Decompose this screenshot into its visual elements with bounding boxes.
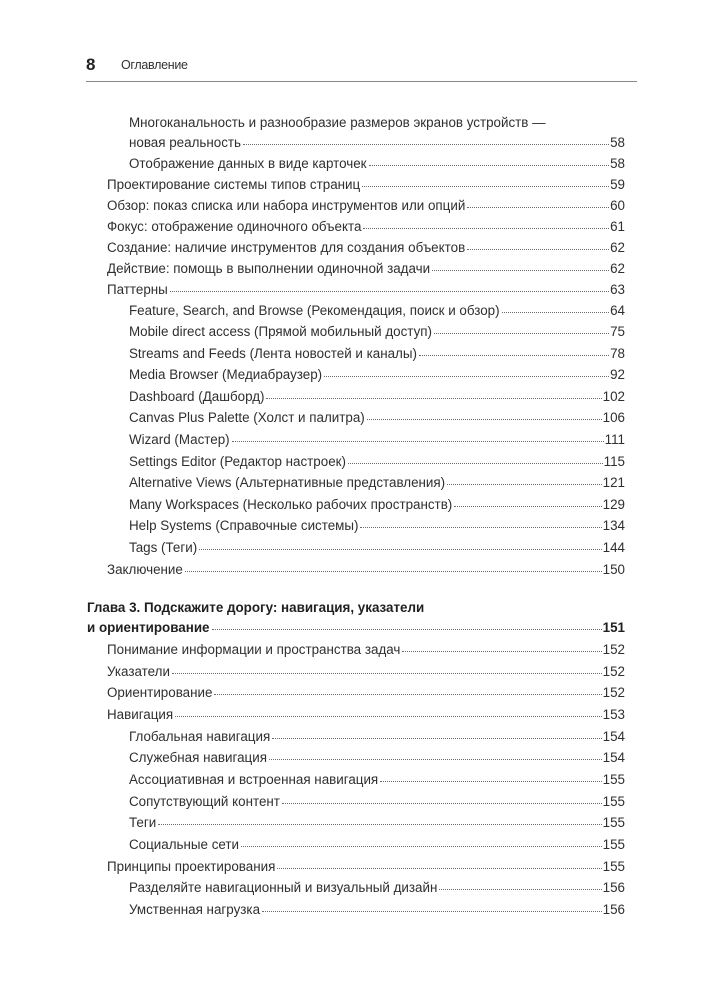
chapter-heading-line1: Глава 3. Подскажите дорогу: навигация, указатели — [87, 600, 425, 615]
toc-entry[interactable] — [129, 387, 625, 407]
dot-leader — [348, 452, 603, 466]
toc-entry-label: Alternative Views (Альтернативные представления) — [129, 475, 446, 490]
toc-entry-page: 154 — [602, 729, 625, 744]
toc-entry[interactable] — [129, 813, 625, 833]
toc-entry-label: Streams and Feeds (Лента новостей и каналы) — [129, 346, 417, 361]
toc-entry[interactable] — [129, 452, 625, 472]
toc-entry-label: Settings Editor (Редактор настроек) — [129, 454, 346, 469]
toc-entry[interactable] — [129, 365, 625, 385]
dot-leader — [419, 344, 609, 358]
toc-entry-label: Служебная навигация — [129, 750, 267, 765]
toc-entry[interactable] — [129, 473, 625, 493]
dot-leader — [185, 560, 602, 574]
toc-entry-page: 75 — [610, 324, 625, 339]
dot-leader — [369, 154, 610, 168]
toc-entry-page: 64 — [610, 303, 625, 318]
toc-entry-page: 150 — [602, 562, 625, 577]
dot-leader — [467, 196, 609, 210]
toc-entry-page: 102 — [602, 389, 625, 404]
dot-leader — [467, 238, 609, 252]
toc-entry-label: Обзор: показ списка или набора инструментов или опций — [107, 198, 466, 213]
toc-entry-label: Проектирование системы типов страниц — [107, 177, 361, 192]
toc-entry-page: 151 — [602, 620, 625, 635]
toc-entry[interactable] — [129, 133, 625, 153]
toc-entry-label: новая реальность — [129, 135, 242, 150]
dot-leader — [269, 748, 602, 762]
toc-entry-page: 155 — [602, 815, 625, 830]
dot-leader — [243, 133, 609, 147]
toc-entry[interactable] — [107, 280, 625, 300]
toc-entry-label: Заключение — [107, 562, 183, 577]
dot-leader — [262, 900, 602, 914]
toc-entry-page: 59 — [610, 177, 625, 192]
toc-entry-line1: Многоканальность и разнообразие размеров экранов устройств — — [129, 115, 546, 130]
toc-entry-page: 144 — [602, 540, 625, 555]
dot-leader — [454, 495, 601, 509]
toc-entry[interactable] — [107, 217, 625, 237]
toc-entry-label: Понимание информации и пространства задач — [107, 642, 401, 657]
toc-entry[interactable] — [129, 301, 625, 321]
toc-entry[interactable] — [129, 344, 625, 364]
toc-entry[interactable] — [107, 560, 625, 580]
toc-entry[interactable] — [129, 727, 625, 747]
toc-entry-label: Сопутствующий контент — [129, 794, 280, 809]
toc-entry[interactable] — [129, 748, 625, 768]
page-header — [86, 55, 636, 81]
toc-entry-page: 63 — [610, 282, 625, 297]
toc-entry-page: 155 — [602, 859, 625, 874]
toc-entry[interactable] — [107, 259, 625, 279]
chapter-heading[interactable] — [87, 618, 625, 638]
dot-leader — [266, 387, 601, 401]
toc-entry[interactable] — [129, 792, 625, 812]
toc-entry-label: Разделяйте навигационный и визуальный дизайн — [129, 880, 438, 895]
toc-entry-label: Социальные сети — [129, 837, 240, 852]
toc-entry[interactable] — [129, 154, 625, 174]
dot-leader — [439, 878, 601, 892]
toc-entry-page: 92 — [610, 367, 625, 382]
dot-leader — [367, 408, 602, 422]
toc-entry[interactable] — [107, 662, 625, 682]
dot-leader — [432, 259, 609, 273]
toc-entry-page: 152 — [602, 685, 625, 700]
toc-entry-label: Глобальная навигация — [129, 729, 271, 744]
toc-entry-page: 62 — [610, 240, 625, 255]
dot-leader — [324, 365, 609, 379]
dot-leader — [214, 683, 601, 697]
toc-entry-page: 111 — [604, 432, 625, 447]
toc-entry-label: и ориентирование — [87, 620, 210, 635]
toc-entry-page: 155 — [602, 837, 625, 852]
toc-entry[interactable] — [107, 705, 625, 725]
toc-entry-page: 121 — [602, 475, 625, 490]
dot-leader — [232, 430, 604, 444]
toc-entry[interactable] — [107, 238, 625, 258]
toc-entry-label: Feature, Search, and Browse (Рекомендация, поиск и обзор) — [129, 303, 500, 318]
toc-entry[interactable] — [107, 683, 625, 703]
header-rule — [86, 81, 637, 82]
dot-leader — [402, 640, 601, 654]
toc-entry-page: 115 — [603, 454, 625, 469]
toc-entry-label: Создание: наличие инструментов для создания объектов — [107, 240, 466, 255]
toc-entry[interactable] — [129, 770, 625, 790]
dot-leader — [380, 770, 601, 784]
toc-entry-label: Mobile direct access (Прямой мобильный доступ) — [129, 324, 432, 339]
toc-entry-page: 155 — [602, 772, 625, 787]
toc-entry-label: Навигация — [107, 707, 174, 722]
toc-entry-label: Canvas Plus Palette (Холст и палитра) — [129, 410, 365, 425]
toc-entry[interactable] — [129, 538, 625, 558]
toc-entry-label: Many Workspaces (Несколько рабочих пространств) — [129, 497, 453, 512]
toc-entry-page: 156 — [602, 880, 625, 895]
dot-leader — [172, 662, 602, 676]
dot-leader — [272, 727, 601, 741]
toc-entry[interactable] — [129, 835, 625, 855]
toc-entry-label: Ассоциативная и встроенная навигация — [129, 772, 379, 787]
toc-entry-page: 106 — [602, 410, 625, 425]
dot-leader — [175, 705, 602, 719]
toc-entry-label: Фокус: отображение одиночного объекта — [107, 219, 362, 234]
toc-entry-label: Паттерны — [107, 282, 168, 297]
toc-entry-label: Help Systems (Справочные системы) — [129, 518, 359, 533]
dot-leader — [282, 792, 602, 806]
toc-entry[interactable] — [107, 196, 625, 216]
dot-leader — [362, 175, 609, 189]
toc-entry[interactable] — [129, 900, 625, 920]
dot-leader — [199, 538, 601, 552]
toc-entry-page: 61 — [610, 219, 625, 234]
dot-leader — [241, 835, 602, 849]
toc-entry[interactable] — [129, 322, 625, 342]
dot-leader — [502, 301, 610, 315]
toc-entry-label: Tags (Теги) — [129, 540, 198, 555]
toc-entry-label: Отображение данных в виде карточек — [129, 156, 367, 171]
toc-entry-page: 58 — [610, 135, 625, 150]
toc-entry[interactable] — [129, 878, 625, 898]
toc-entry[interactable] — [129, 408, 625, 428]
toc-entry[interactable] — [129, 495, 625, 515]
dot-leader — [277, 857, 601, 871]
toc-entry-label: Ориентирование — [107, 685, 213, 700]
dot-leader — [212, 618, 602, 632]
dot-leader — [360, 516, 601, 530]
toc-entry-page: 152 — [602, 664, 625, 679]
toc-entry-page: 156 — [602, 902, 625, 917]
toc-entry[interactable] — [107, 857, 625, 877]
toc-entry-label: Wizard (Мастер) — [129, 432, 230, 447]
toc-entry-page: 134 — [602, 518, 625, 533]
dot-leader — [434, 322, 609, 336]
toc-entry[interactable] — [107, 175, 625, 195]
toc-entry-page: 78 — [610, 346, 625, 361]
toc-entry-label: Принципы проектирования — [107, 859, 276, 874]
toc-entry-label: Теги — [129, 815, 157, 830]
toc-entry-label: Указатели — [107, 664, 170, 679]
dot-leader — [158, 813, 601, 827]
toc-entry-page: 60 — [610, 198, 625, 213]
toc-entry[interactable] — [129, 430, 625, 450]
page-number: 8 — [86, 55, 96, 74]
dot-leader — [170, 280, 609, 294]
toc-entry-label: Действие: помощь в выполнении одиночной задачи — [107, 261, 431, 276]
toc-entry-label: Умственная нагрузка — [129, 902, 261, 917]
toc-entry-page: 62 — [610, 261, 625, 276]
dot-leader — [363, 217, 609, 231]
toc-entry-page: 155 — [602, 794, 625, 809]
toc-entry-label: Media Browser (Медиабраузер) — [129, 367, 323, 382]
toc-entry[interactable] — [107, 640, 625, 660]
toc-entry[interactable] — [129, 516, 625, 536]
running-title: Оглавление — [121, 58, 188, 72]
dot-leader — [447, 473, 602, 487]
toc-entry-page: 58 — [610, 156, 625, 171]
toc-entry-label: Dashboard (Дашборд) — [129, 389, 265, 404]
toc-entry-page: 154 — [602, 750, 625, 765]
toc-entry-page: 153 — [602, 707, 625, 722]
toc-entry-page: 129 — [602, 497, 625, 512]
toc-entry-page: 152 — [602, 642, 625, 657]
